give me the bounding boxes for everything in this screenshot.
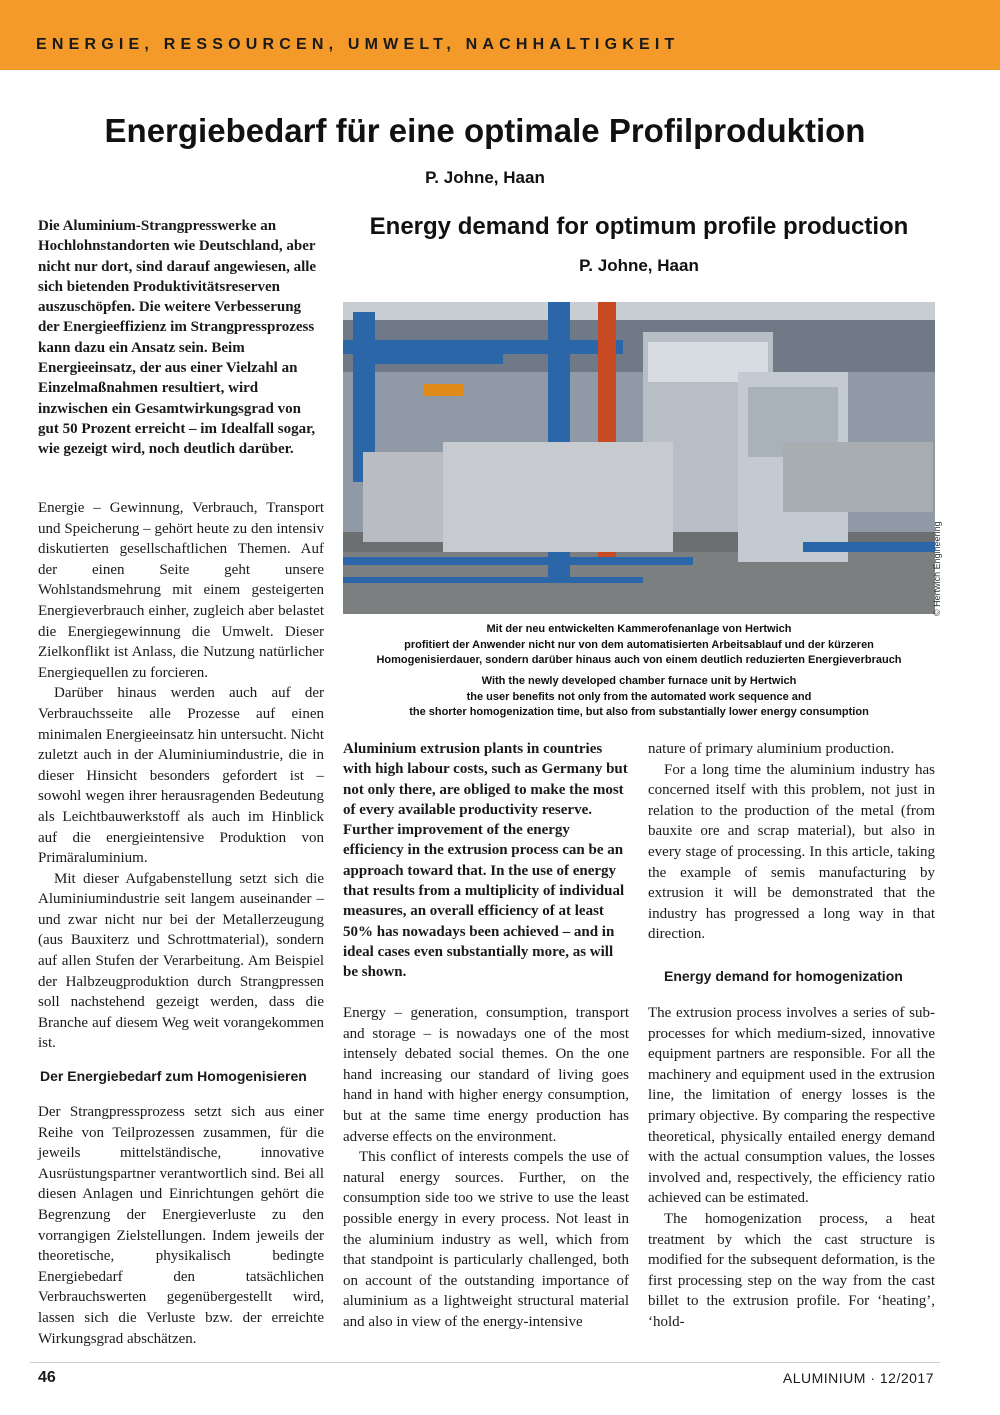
caption-de-line: profitiert der Anwender nicht nur von dem automatisierten Arbeitsablauf und der kürzeren — [404, 638, 874, 651]
body-en-paragraph: This conflict of interests compels the use of natural energy sources. Further, on the consumption side too we strive to use the least possible energy in every process. Not least in the aluminium industry as well, which from that standpoint is particularly challenged, both on account of the outstanding importance of aluminium as a lightweight structural material and also in view of the energy-intensive — [343, 1149, 629, 1330]
journal-issue: ALUMINIUM · 12/2017 — [782, 1370, 934, 1386]
body-en-paragraph: nature of primary aluminium production. — [648, 741, 895, 757]
photo-credit-text: © Hertwich Engineering — [932, 521, 942, 616]
furnace-photo — [343, 302, 935, 614]
caption-de-line: Mit der neu entwickelten Kammerofenanlage von Hertwich — [486, 623, 792, 635]
body-de-paragraph: Der Strangpressprozess setzt sich aus einer Reihe von Teilprozessen zusammen, für die jeweils mittelständische, innovative Ausrüstungspartner verantwortlich sind. Bei all diesen Anlagen und Einrichtungen gehört die Begrenzung der Energieverluste zu den vorrangigen Zielstellungen. Indem jeweils der theoretische, physikalisch bedingte Energiebedarf den tatsächlichen Verbrauchswerten gegenübergestellt wird, lassen sich die Verluste bzw. der erreichte Wirkungsgrad abschätzen. — [38, 1104, 324, 1347]
section-band — [0, 0, 1000, 70]
body-en-paragraph: For a long time the aluminium industry has concerned itself with this problem, not just in relation to the production of the metal (from bauxite ore and scrap material), but also in every stage of processing. In this article, taking the example of semis manufacturing by extrusion it will be demonstrated that the industry has progressed a long way in that direction. — [648, 761, 935, 943]
caption-de-line: Homogenisierdauer, sondern darüber hinaus auch von einem deutlich reduzierten Energieverbrauch — [376, 654, 902, 667]
footer-divider — [30, 1362, 940, 1363]
caption-en-line: the user benefits not only from the automated work sequence and — [466, 690, 812, 703]
body-de-paragraph: Darüber hinaus werden auch auf der Verbrauchsseite alle Prozesse auf einen minimalen Energieeinsatz hin untersucht. Nicht zuletzt auch in der Aluminiumindustrie, die in dieser Hinsicht besonders gefordert ist – sowohl wegen ihrer herausragenden Bedeutung als Leichtbauwerkstoff als auch im Hinblick auf die energieintensive Produktion von Primäraluminium. — [38, 685, 324, 867]
article-title-en: Energy demand for optimum profile production — [369, 213, 909, 240]
body-de-column — [38, 498, 324, 1054]
caption-en-line: With the newly developed chamber furnace unit by Hertwich — [481, 675, 797, 687]
caption-en — [343, 674, 935, 721]
body-de-paragraph: Mit dieser Aufgabenstellung setzt sich die Aluminiumindustrie seit langem auseinander – und zwar nicht nur bei der Metallerzeugung (aus Bauxiterz und Schrottmaterial), sondern auf allen Stufen der Verarbeitung. Am Beispiel der Halbzeugproduktion durch Strangpressen soll nachstehend gezeigt werden, dass die Branche auf diesem Weg weit vorangekommen ist. — [38, 870, 324, 1052]
body-en-paragraph: The extrusion process involves a series of sub-processes for which medium-sized, innovative equipment partners are responsible. For all the machinery and equipment used in the extrusion line, the limitation of energy losses is the primary objective. By comparing the respective theoretical, physically entailed energy demand with the actual consumption values, the losses involved and, respectively, the efficiency ratio achieved can be estimated. — [648, 1005, 935, 1207]
author-en: P. Johne, Haan — [579, 256, 699, 275]
body-de-column-2 — [38, 1102, 324, 1349]
caption-de — [343, 622, 935, 669]
body-de-paragraph: Energie – Gewinnung, Verbrauch, Transport und Speicherung – gehört heute zu den intensiv diskutierten gesellschaftlichen Themen. Auf der einen Seite geht unsere Wohlstandsmehrung mit einem gesteigerten Energieverbrauch einher, zugleich aber belastet die Energiegewinnung die Umwelt. Dieser Zielkonflikt ist Anlass, die Nutzung natürlicher Energiequellen zu forcieren. — [38, 500, 324, 681]
abstract-de: Die Aluminium-Strangpresswerke an Hochlohnstandorten wie Deutschland, aber nicht nur dort, sind darauf angewiesen, alle sich bietenden Produktivitätsreserven auszuschöpfen. Die weitere Verbesserung der Energieeffizienz im Strangpressprozess kann dazu ein Ansatz sein. Beim Energieeinsatz, der aus einer Vielzahl an Einzelmaßnahmen resultiert, wird inzwischen ein Gesamtwirkungsgrad von gut 50 Prozent erreicht – im Idealfall sogar, wie gezeigt wird, noch deutlich darüber. — [38, 218, 317, 458]
body-en-paragraph: Energy – generation, consumption, transport and storage – is nowadays one of the most intensely debated social themes. On the one hand increasing our standard of living goes hand in hand with higher energy consumption, but at the same time energy production has adverse effects on the environment. — [343, 1005, 629, 1145]
page-number: 46 — [38, 1369, 56, 1386]
caption-en-line: the shorter homogenization time, but also from substantially lower energy consumption — [409, 706, 869, 719]
section-heading-de: Der Energiebedarf zum Homogenisieren — [40, 1068, 307, 1084]
body-en-column-3 — [648, 1003, 935, 1333]
body-en-column-2 — [648, 739, 935, 945]
body-en-column-1 — [343, 1003, 629, 1333]
section-band-label: ENERGIE, RESSOURCEN, UMWELT, NACHHALTIGKEIT — [36, 36, 680, 53]
article-title-de: Energiebedarf für eine optimale Profilproduktion — [104, 112, 866, 149]
photo-credit — [932, 512, 954, 622]
author-de: P. Johne, Haan — [425, 168, 545, 187]
body-en-paragraph: The homogenization process, a heat treatment by which the cast structure is modified for the subsequent deformation, is the first processing step on the way from the cast billet to the extrusion profile. For ‘heating’, ‘hold- — [648, 1210, 935, 1330]
abstract-en: Aluminium extrusion plants in countries with high labour costs, such as Germany but not only there, are obliged to make the most of every available productivity reserve. Further improvement of the energy efficiency in the extrusion process can be an approach toward that. In the use of energy that results from a multiplicity of individual measures, an overall efficiency of at least 50% has nowadays been achieved – and in ideal cases even substantially more, as will be shown. — [343, 741, 628, 981]
section-heading-en: Energy demand for homogenization — [664, 968, 903, 984]
